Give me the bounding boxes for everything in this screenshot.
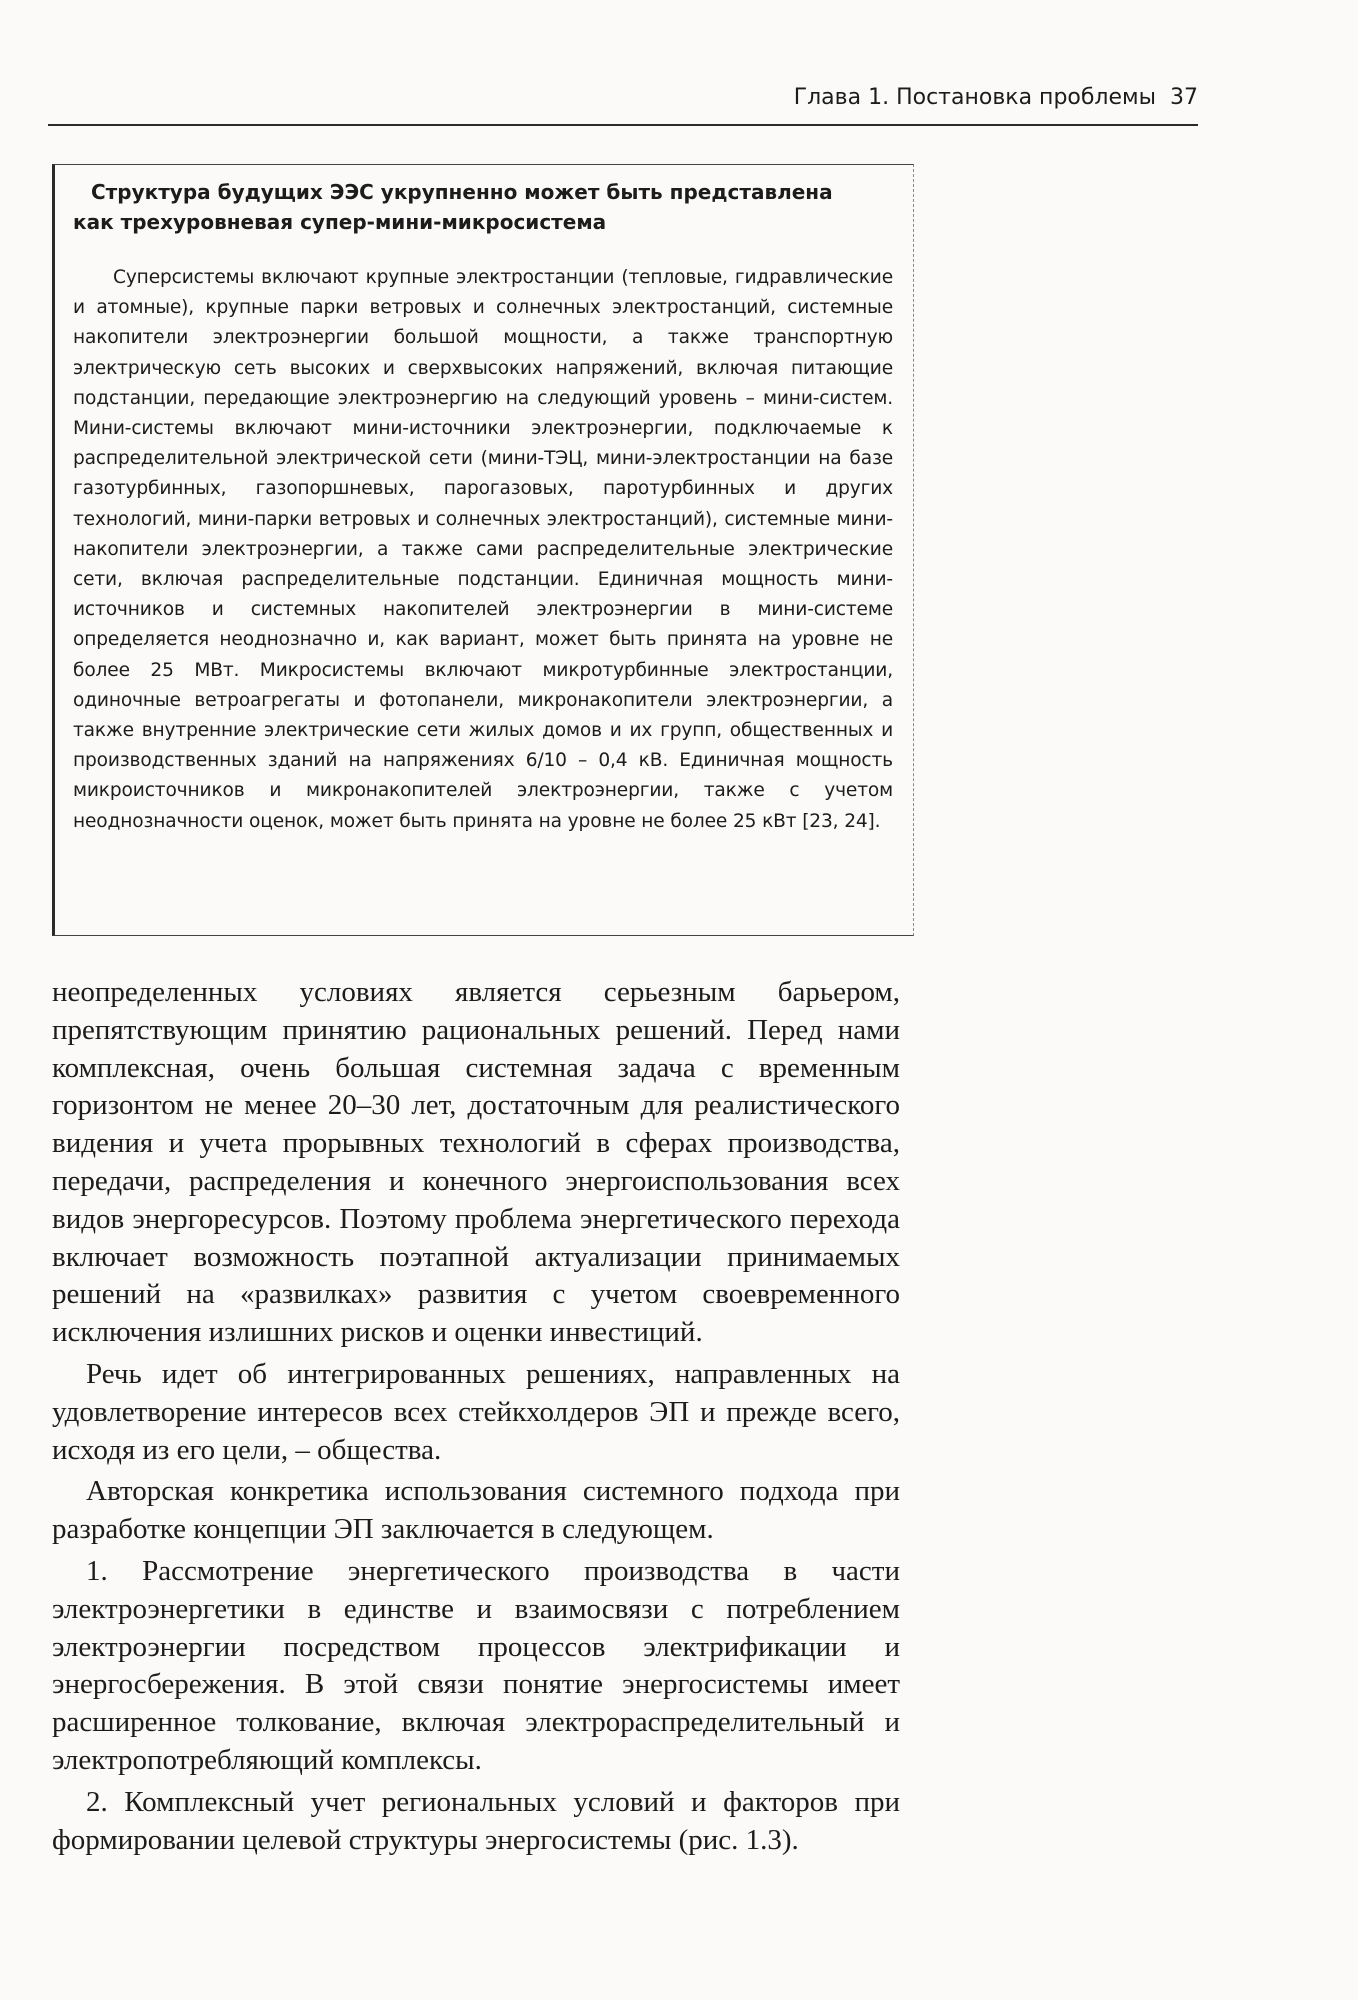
paragraph-2: Речь идет об интегрированных решениях, направленных на удовлетворение интересов всех стейкхолдеров ЭП и прежде всего, исходя из его цели, – общества. — [52, 1357, 900, 1466]
paragraph-4: 1. Рассмотрение энергетического производства в части электроэнергетики в единстве и взаимосвязи с потреблением электроэнергии посредством процессов электрификации и энергосбережения. В этой связи понятие энергосистемы имеет расширенное толкование, включая электрораспределительный и электропотребляющий комплексы. — [52, 1554, 900, 1776]
box-title-line-1: Структура будущих ЭЭС укрупненно может быть представлена — [91, 180, 833, 204]
paragraph-3: Авторская конкретика использования системного подхода при разработке концепции ЭП заключается в следующем. — [52, 1475, 900, 1546]
box-title — [73, 177, 893, 237]
main-text — [52, 974, 900, 1863]
page-number: 37 — [1170, 85, 1198, 110]
paragraph-1: неопределенных условиях является серьезным барьером, препятствующим принятию рациональных решений. Перед нами комплексная, очень большая системная задача с временным горизонтом не менее 20–30 лет, достаточным для реалистического видения и учета прорывных технологий в сферах производства, передачи, распределения и конечного энергоиспользования всех видов энергоресурсов. Поэтому проблема энергетического перехода включает возможность поэтапной актуализации принимаемых решений на «развилках» развития с учетом своевременного исключения излишних рисков и оценки инвестиций. — [52, 976, 900, 1349]
chapter-title: Глава 1. Постановка проблемы — [793, 85, 1156, 110]
running-header — [48, 80, 1198, 126]
box-paragraph: Суперсистемы включают крупные электростанции (тепловые, гидравлические и атомные), крупные парки ветровых и солнечных электростанций, системные накопители электроэнергии большой мощности, а также транспортную электрическую сеть высоких и сверхвысоких напряжений, включая питающие подстанции, передающие электроэнергию на следующий уровень – мини-систем. Мини-системы включают мини-источники электроэнергии, подключаемые к распределительной электрической сети (мини-ТЭЦ, мини-электростанции на базе газотурбинных, газопоршневых, парогазовых, паротурбинных и других технологий, мини-парки ветровых и солнечных электростанций), системные мини-накопители электроэнергии, а также сами распределительные электрические сети, включая распределительные подстанции. Единичная мощность мини-источников и системных накопителей электроэнергии в мини-системе определяется неоднозначно и, как вариант, может быть принята на уровне не более 25 МВт. Микросистемы включают микротурбинные электростанции, одиночные ветроагрегаты и фотопанели, микронакопители электроэнергии, а также внутренние электрические сети жилых домов и их групп, общественных и производственных зданий на напряжениях 6/10 – 0,4 кВ. Единичная мощность микроисточников и микронакопителей электроэнергии, также с учетом неоднозначности оценок, может быть принята на уровне не более 25 кВт [23, 24]. — [73, 267, 893, 832]
sidebar-box — [52, 164, 914, 936]
box-title-line-2: как трехуровневая супер-мини-микросистема — [73, 210, 607, 234]
paragraph-5: 2. Комплексный учет региональных условий и факторов при формировании целевой структуры энергосистемы (рис. 1.3). — [52, 1785, 900, 1856]
